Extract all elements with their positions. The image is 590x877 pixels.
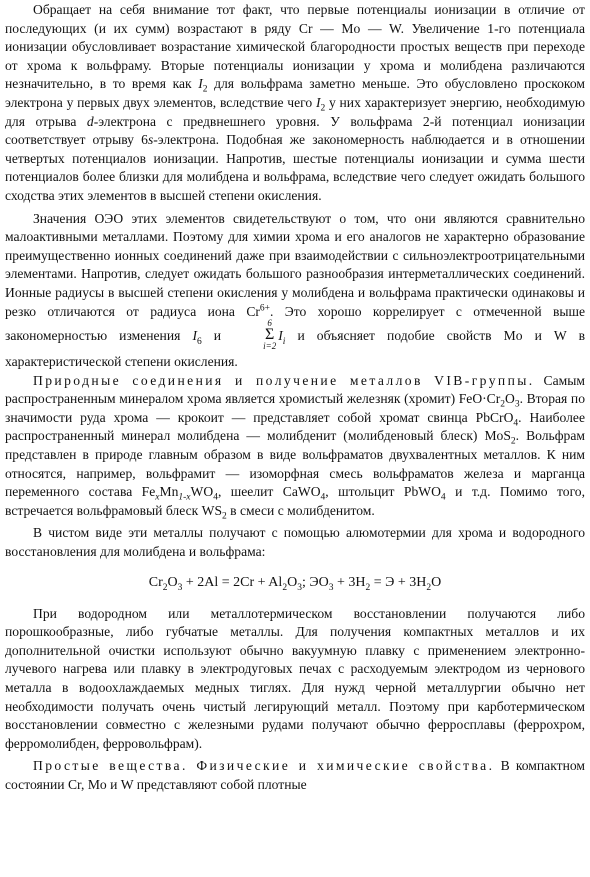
paragraph-natural-compounds: Природные соединения и получение металлов VIB-группы. Самым распространенным минералом хрома является хромистый железняк (хромит) $FeO\cdot Cr_2O_3$. Вторая по значимости руда хрома — крокоит — представляет собой хромат свинца PbCrO$_4$. Наиболее распространенный минерал молибдена — молибденит (молибденовый блеск) MoS$_2$. Вольфрам представлен в природе главным образом в виде вольфраматов двухвалентных металлов. К ним относятся, например, вольфрамит — изоморфная смесь вольфраматов железа и марганца переменного состава $Fe_xMn_{1-x}WO_4$, шеелит CaWO$_4$, штольцит PbWO$_4$ и т.д. Помимо того, встречается вольфрамовый блеск $WS_2$ в смеси с молибденитом. bbox=[5, 372, 586, 522]
paragraph-production: В чистом виде эти металлы получают с помощью алюмотермии для хрома и водородного восстановления для молибдена и вольфрама: bbox=[5, 525, 585, 560]
paragraph-electronegativity: Значения ОЭО этих элементов свидетельствуют о том, что они являются сравнительно малоактивными металлами. Поэтому для химии хрома и его аналогов не характерно образование преимущественно ионных соединений даже при взаимодействии с сильноэлектроотрицательными элементами. Напротив, следует ожидать большого разнообразия интерметаллических соединений. Ионные радиусы в высшей степени окисления у молибдена и вольфрама практически одинаковы и резко отличаются от радиуса иона $Cr^{6+}$. Это хорошо коррелирует с отмеченной выше закономерностью изменения $I_6$ и 6 Σ i=2 $I_i$ и объясняет подобие свойств Mo и W в характеристической степени окисления. bbox=[5, 210, 586, 370]
summation-symbol: 6 Σ i=2 bbox=[263, 318, 277, 352]
reaction-equation: $Cr_2O_3 + 2Al = 2Cr + Al_2O_3$; $ЭO_3 + 3H_2 = Э + 3H_2O$ bbox=[148, 574, 442, 593]
paragraph-ionization: Обращает на себя внимание тот факт, что первые потенциалы ионизации в отличие от последующих (и их сумм) возрастают в ряду Cr — Mo — W. Увеличение 1-го потенциала ионизации обусловливает возрастание химической благородности простых веществ при переходе от хрома к вольфраму. Вторые потенциалы ионизации у хрома и молибдена различаются незначительно, в то время как $I_2$ для вольфрама заметно меньше. Это обусловлено проскоком электрона у первых двух элементов, вследствие чего $I_2$ у них характеризует энергию, необходимую для отрыва d-электрона с предвнешнего уровня. У вольфрама 2-й потенциал ионизации соответствует отрыву 6s-электрона. Подобная же закономерность наблюдается и в отношении четвертых потенциалов ионизации. Напротив, шестые потенциалы ионизации и сумма шести потенциалов более близки для молибдена и вольфрама, вследствие чего следует ожидать большого сходства этих элементов в высшей степени окисления. bbox=[5, 2, 585, 203]
paragraph-reduction: При водородном или металлотермическом восстановлении получаются либо порошкообразные, либо губчатые металлы. Для получения компактных металлов и их дополнительной очистки используют обычно вакуумную плавку с применением электронно-лучевого нагрева или плавку в электродуговых печах с расходуемым электродом из чернового металла в водоохлаждаемых медных тиглях. Для нужд черной металлургии обычно нет необходимости получать очень чистый легирующий металл. Поэтому при карботермическом восстановлении совместно с железными рудами получают обычно ферросплавы (феррохром, ферромолибден, ферровольфрам). bbox=[5, 605, 585, 751]
section-heading-natural: Природные соединения и получение металлов VIB-группы. bbox=[33, 372, 535, 388]
paragraph-simple-substances: Простые вещества. Физические и химические свойства. В компактном состоянии Cr, Mo и W представляют собой плотные bbox=[5, 758, 585, 792]
section-heading-properties: Простые вещества. Физические и химические свойства. bbox=[33, 758, 495, 774]
